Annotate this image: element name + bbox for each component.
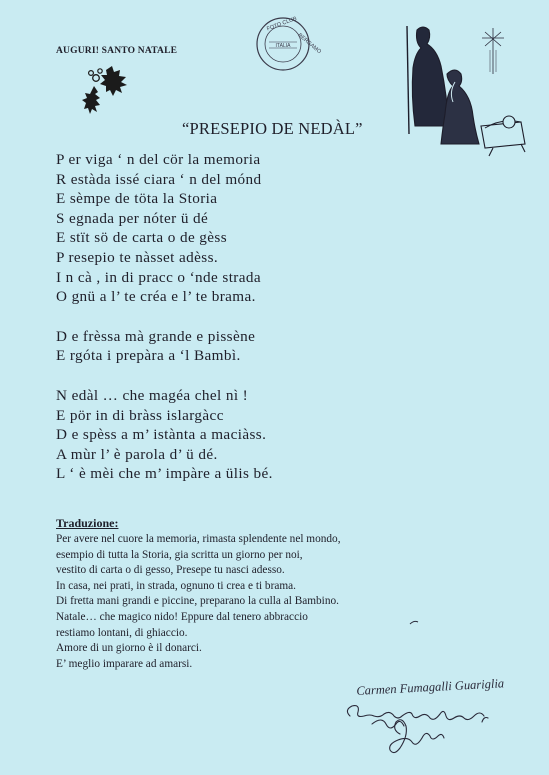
star-icon [478,26,508,76]
club-stamp [255,16,322,72]
holly-icon [78,58,142,120]
translation-line: Di fretta mani grandi e piccine, preparano la culla al Bambino. [56,595,339,608]
poem-body [56,150,273,504]
poem-line: S egnada per nóter ü dé [56,209,209,227]
handwritten-signature [342,682,532,760]
poem-line: D e spèss a m’ istànta a maciàss. [56,426,267,444]
poem-line: P resepio te nàsset adèss. [56,248,219,266]
poem-line: L ‘ è mèi che m’ impàre a ülis bé. [56,465,273,483]
poem-line: O gnü a l’ te créa e l’ te brama. [56,288,256,306]
poem-title: “PRESEPIO DE NEDÀL” [182,119,363,138]
poem-line: E stït sö de carta o de gèss [56,229,228,247]
signature-name: Carmen Fumagalli Guariglia [356,676,505,698]
translation-line: Per avere nel cuore la memoria, rimasta splendente nel mondo, [56,533,341,545]
poem-stanza [56,327,273,366]
svg-text:ITALIA: ITALIA [275,43,291,49]
greeting-header: AUGURI! SANTO NATALE [56,46,178,56]
poem-line: R estàda issé ciara ‘ n del mónd [56,170,262,188]
translation-line: Natale… che magico nido! Eppure dal tenero abbraccio [56,610,308,623]
svg-text:FOTO CLUB: FOTO CLUB [266,16,298,33]
poem-line: N edàl … che magéa chel nì ! [56,386,249,404]
translation-heading: Traduzione: [56,516,119,530]
poem-line: I n cà , in di pracc o ‘nde strada [56,268,262,286]
poem-line: E sèmpe de töta la Storia [56,190,218,208]
poem-line: E rgóta i prepàra a ‘l Bambì. [56,347,241,365]
translation-line: esempio di tutta la Storia, gia scritta un giorno per noi, [56,548,303,561]
translation-line: vestito di carta o di gesso, Presepe tu nasci adesso. [56,564,285,577]
nativity-illustration [385,18,531,156]
translation-line: In casa, nei prati, in strada, ognuno ti crea e ti brama. [56,579,296,592]
poem-stanza [56,150,273,307]
poem-line: E pör in di bràss islargàcc [56,406,224,424]
svg-text:BERGAMO: BERGAMO [296,32,322,56]
poem-line: P er viga ‘ n del cör la memoria [56,151,261,168]
poem-line: A mùr l’ è parola d’ ü dé. [56,445,218,463]
translation-line: Amore di un giorno è il donarci. [56,642,202,655]
poem-stanza [56,386,273,484]
pen-mark [409,620,419,626]
translation-block [56,516,496,672]
translation-line: E’ meglio imparare ad amarsi. [56,657,193,670]
translation-line: restiamo lontani, di ghiaccio. [56,626,188,639]
poem-line: D e frèssa mà grande e pissène [56,327,256,345]
